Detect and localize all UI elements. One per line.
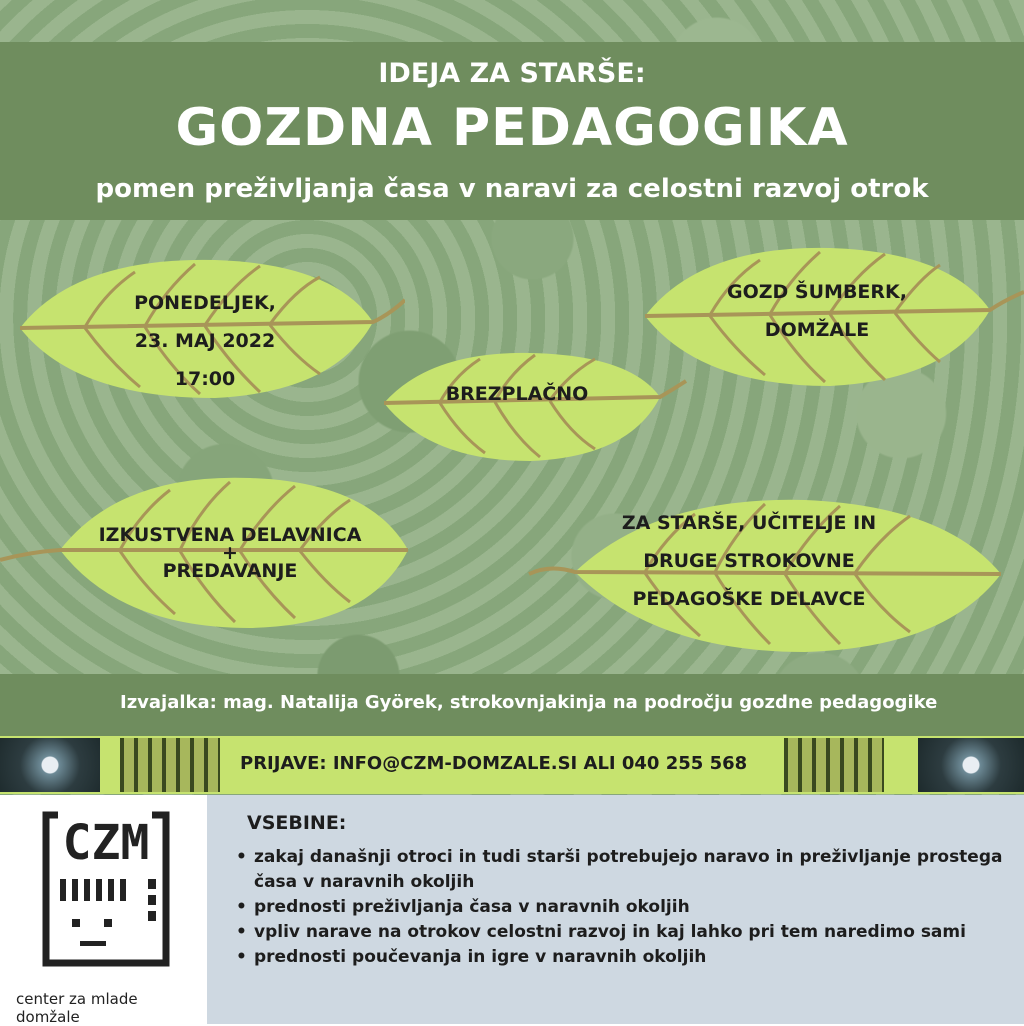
list-item: • zakaj današnji otroci in tudi starši potrebujejo naravo in preživljanje prostega časa v naravnih okoljih <box>236 847 1003 892</box>
signup-contact: PRIJAVE: INFO@CZM-DOMZALE.SI ALI 040 255 568 <box>240 753 748 774</box>
list-item: • vpliv narave na otrokov celostni razvoj in kaj lahko pri tem naredimo sami <box>236 922 966 942</box>
contents-title: VSEBINE: <box>247 812 347 834</box>
leaf-price <box>380 345 690 467</box>
czm-building-icon <box>0 795 207 985</box>
forest-sun-photo-right <box>784 738 884 792</box>
leaf-date <box>15 252 405 404</box>
leaf-location <box>640 240 1024 392</box>
leaf-audience-line2: DRUGE STROKOVNE <box>643 550 855 572</box>
leaf-audience <box>525 492 1003 657</box>
tree-canopy-photo-right <box>918 738 1024 792</box>
leaf-format-workshop: IZKUSTVENA DELAVNICA <box>98 524 362 546</box>
leaf-price-text: BREZPLAČNO <box>445 383 589 405</box>
list-item: • prednosti poučevanja in igre v naravnih okoljih <box>236 947 707 967</box>
forest-sun-photo-left <box>120 738 220 792</box>
leaf-audience-line1: ZA STARŠE, UČITELJE IN <box>621 512 877 534</box>
leaf-location-town: DOMŽALE <box>764 319 870 341</box>
leaf-date-time: 17:00 <box>174 368 236 390</box>
leaf-format-lecture: PREDAVANJE <box>162 560 298 582</box>
logo-letters: CZM <box>62 815 150 871</box>
contents-list <box>234 845 1004 970</box>
header-kicker: IDEJA ZA STARŠE: <box>378 58 646 89</box>
header-subtitle: pomen preživljanja časa v naravi za celostni razvoj otrok <box>95 174 929 204</box>
page-title: GOZDNA PEDAGOGIKA <box>175 98 849 158</box>
list-item: • prednosti preživljanja časa v naravnih okoljih <box>236 897 690 917</box>
leaf-date-day: 23. MAJ 2022 <box>134 330 276 352</box>
logo-caption: center za mlade domžale <box>16 990 138 1026</box>
leaf-location-place: GOZD ŠUMBERK, <box>727 281 907 303</box>
leaf-format-plus: + <box>222 542 238 564</box>
presenter-text: Izvajalka: mag. Natalija Györek, strokovnjakinja na področju gozdne pedagogike <box>120 692 938 713</box>
leaf-date-weekday: PONEDELJEK, <box>134 292 276 314</box>
leaf-audience-line3: PEDAGOŠKE DELAVCE <box>632 588 866 610</box>
tree-canopy-photo-left <box>0 738 100 792</box>
leaf-format <box>0 468 410 633</box>
